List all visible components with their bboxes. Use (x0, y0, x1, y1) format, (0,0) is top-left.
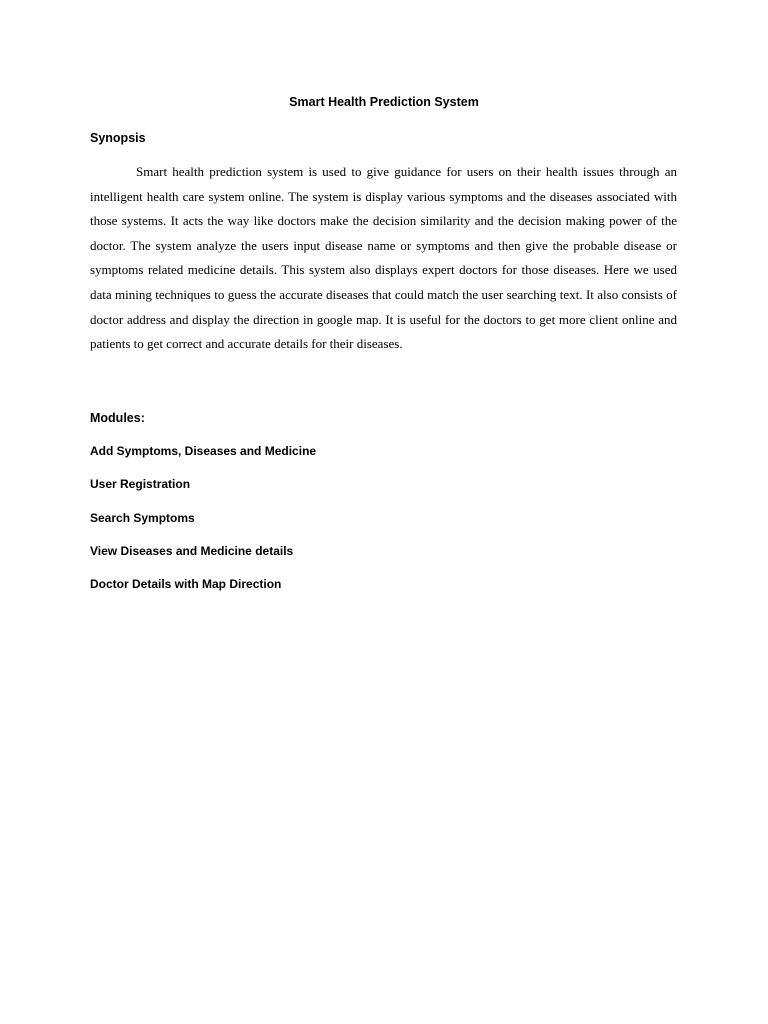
module-item: Search Symptoms (90, 510, 195, 525)
synopsis-heading: Synopsis (90, 131, 146, 145)
synopsis-paragraph: Smart health prediction system is used to give guidance for users on their health issues through an intelligent health care system online. The system is display various symptoms and the diseases associated with those systems. It acts the way like doctors make the decision similarity and the decision making power of the doctor. The system analyze the users input disease name or symptoms and then give the probable disease or symptoms related medicine details. This system also displays expert doctors for those diseases. Here we used data mining techniques to guess the accurate diseases that could match the user searching text. It also consists of doctor address and display the direction in google map. It is useful for the doctors to get more client online and patients to get correct and accurate details for their diseases. (90, 164, 677, 352)
module-item: View Diseases and Medicine details (90, 543, 294, 558)
document-title: Smart Health Prediction System (289, 95, 479, 109)
modules-heading: Modules: (90, 411, 145, 425)
module-item: Doctor Details with Map Direction (90, 577, 282, 592)
modules-list (90, 442, 316, 608)
module-item: User Registration (90, 477, 191, 492)
module-item: Add Symptoms, Diseases and Medicine (90, 444, 317, 458)
